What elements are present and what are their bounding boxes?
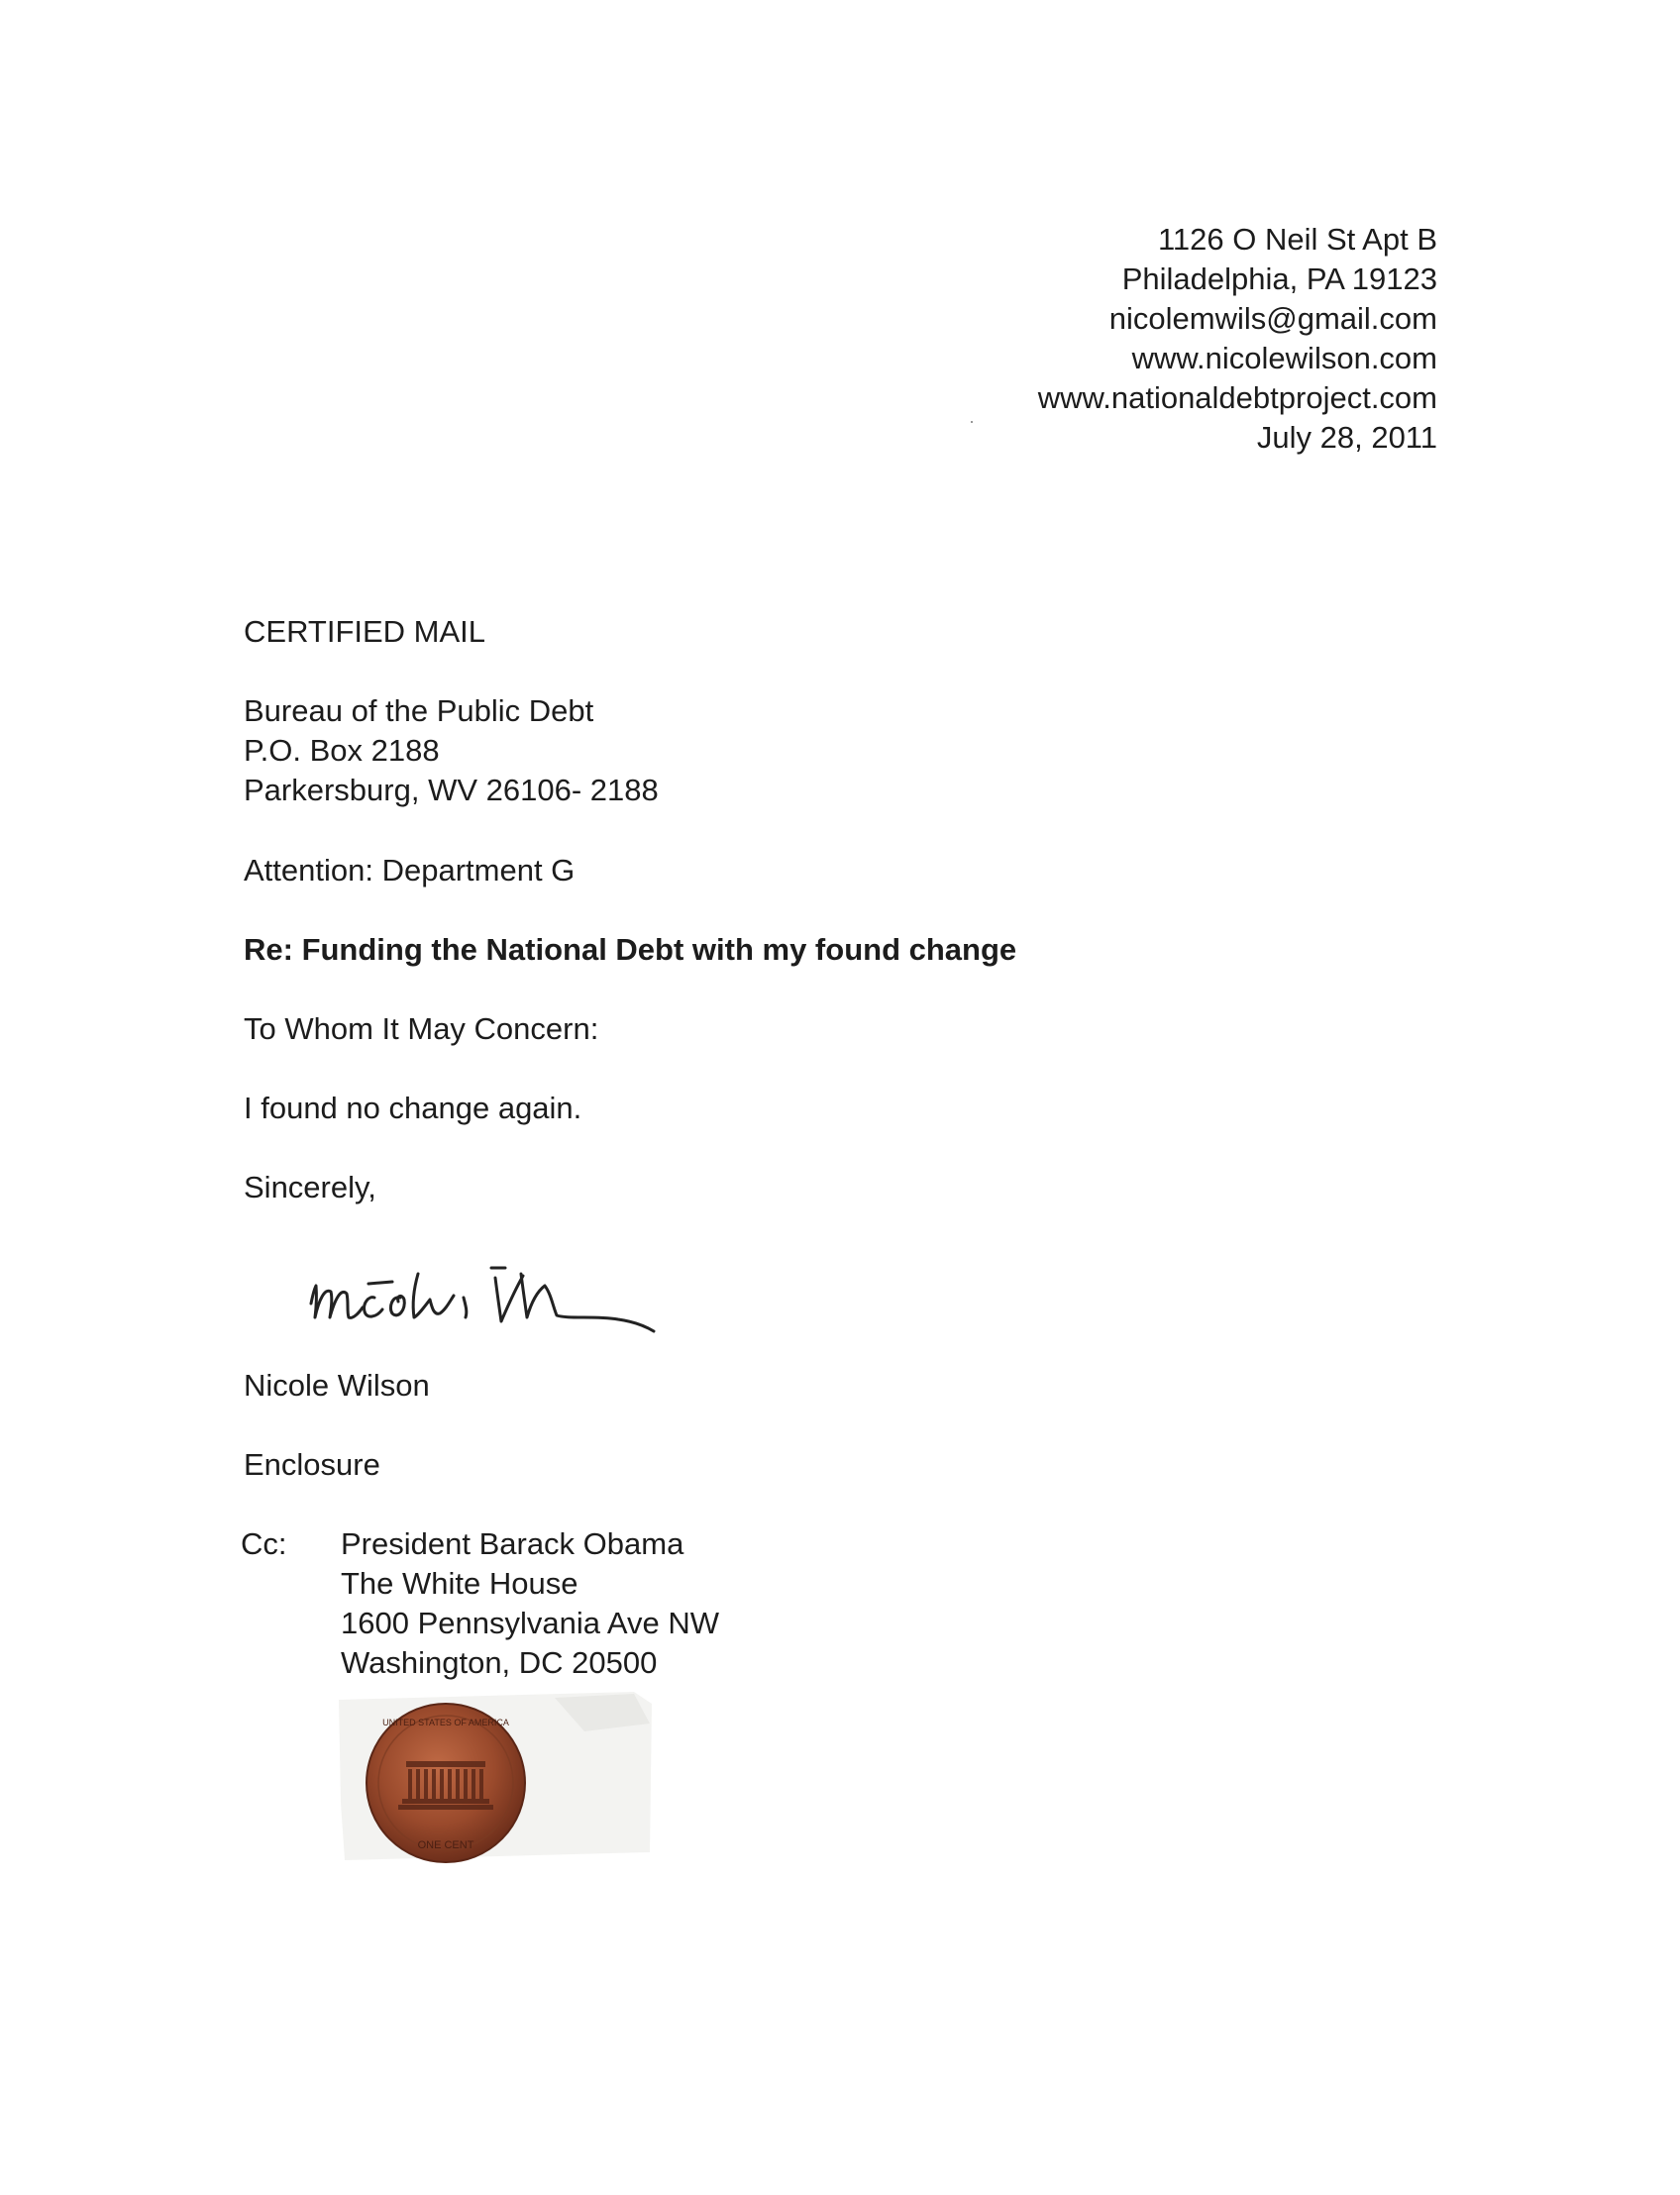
recipient-city-line: Parkersburg, WV 26106- 2188 — [244, 773, 659, 807]
penny — [367, 1704, 525, 1862]
sender-block — [1038, 220, 1437, 458]
certified-mail-label: CERTIFIED MAIL — [244, 614, 486, 649]
subject-line: Re: Funding the National Debt with my found change — [244, 932, 1017, 967]
cc-label: Cc: — [241, 1526, 287, 1561]
letter-date: July 28, 2011 — [1256, 420, 1437, 455]
sender-email: nicolemwils@gmail.com — [1108, 301, 1437, 336]
penny-legend-bottom: ONE CENT — [417, 1839, 474, 1851]
cc-line-3: 1600 Pennsylvania Ave NW — [341, 1606, 719, 1640]
sender-address-line2: Philadelphia, PA 19123 — [1121, 261, 1437, 296]
recipient-block — [244, 691, 659, 810]
signer-name: Nicole Wilson — [244, 1368, 430, 1403]
enclosure-label: Enclosure — [244, 1447, 380, 1482]
recipient-po-box: P.O. Box 2188 — [244, 733, 440, 768]
salutation: To Whom It May Concern: — [244, 1011, 599, 1046]
letter-message: I found no change again. — [244, 1091, 582, 1125]
cc-address — [341, 1524, 719, 1683]
attention-line: Attention: Department G — [244, 853, 576, 888]
handwritten-signature — [297, 1238, 733, 1357]
sender-website-2: www.nationaldebtproject.com — [1037, 380, 1437, 415]
sender-website-1: www.nicolewilson.com — [1131, 341, 1437, 375]
scan-speck — [971, 421, 973, 423]
cc-line-2: The White House — [341, 1566, 578, 1601]
penny-legend-top: UNITED STATES OF AMERICA — [382, 1718, 509, 1727]
sender-address-line1: 1126 O Neil St Apt B — [1157, 222, 1437, 257]
signature-text: Nicole Wilson — [297, 1355, 304, 1356]
cc-line-1: President Barack Obama — [341, 1526, 684, 1561]
closing: Sincerely, — [244, 1170, 376, 1204]
recipient-name: Bureau of the Public Debt — [244, 693, 594, 728]
taped-penny-image — [337, 1684, 693, 1872]
cc-line-4: Washington, DC 20500 — [341, 1645, 658, 1680]
